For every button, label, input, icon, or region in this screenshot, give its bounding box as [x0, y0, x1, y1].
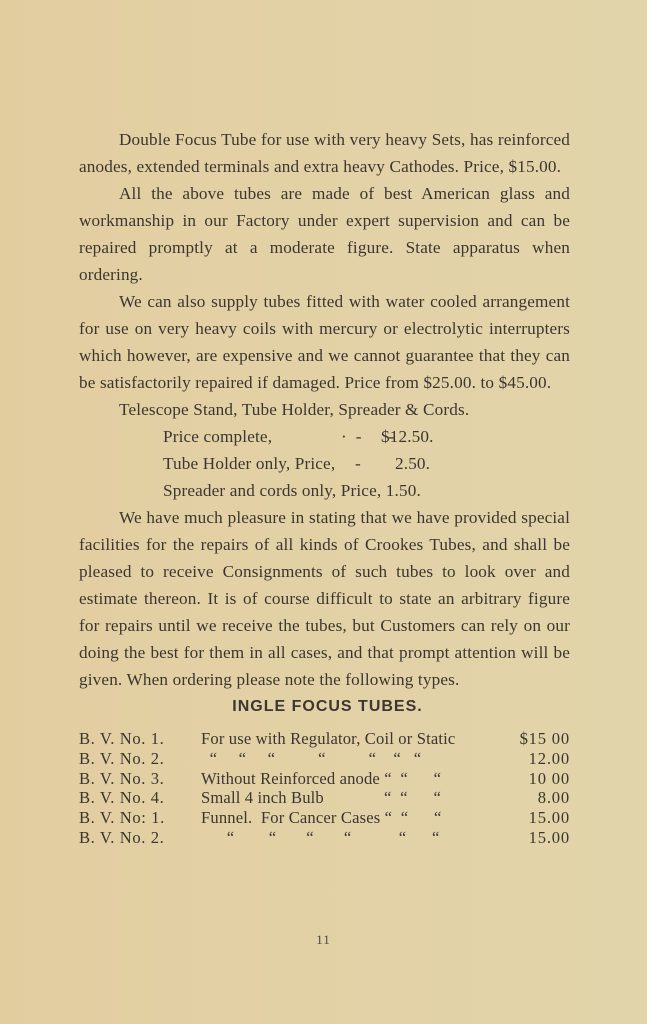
tube-row: [79, 729, 570, 749]
tube-code: B. V. No. 4.: [79, 788, 165, 808]
price-amount: $12.50.: [381, 427, 434, 446]
tube-code: B. V. No. 1.: [79, 729, 165, 748]
tube-description: Funnel. For Cancer Cases “ “ “: [201, 808, 442, 828]
tube-row: [79, 749, 570, 769]
paragraph-telescope-stand: Telescope Stand, Tube Holder, Spreader & Cords.: [119, 400, 470, 419]
tube-code: B. V. No: 1.: [79, 808, 165, 828]
price-label: Spreader and cords only, Price,: [163, 481, 382, 500]
tube-code: B. V. No. 3.: [79, 768, 165, 788]
tube-description: Without Reinforced anode “ “ “: [201, 768, 442, 788]
price-amount: 2.50.: [395, 454, 431, 473]
tube-row: [79, 788, 570, 808]
tube-price-list: [79, 729, 570, 848]
tube-description: “ “ “ “ “ “ “: [201, 748, 422, 768]
tube-price: 8.00: [537, 788, 570, 808]
price-label: Tube Holder only, Price,: [163, 454, 336, 473]
price-amount: 1.50.: [385, 481, 421, 500]
paragraph-repairs: We have much pleasure in stating that we have provided special facilities for the repairs of all kinds of Crookes Tubes, and shall be pleased to receive Consignments of such tubes to look over and estimate thereon. It is of course difficult to state an arbitrary figure for repairs until we receive the tubes, but Customers can rely on our doing the best for them in all cases, and that prompt attention will be given. When ordering please note the following types.: [79, 508, 570, 689]
tube-code: B. V. No. 2.: [79, 827, 165, 847]
tube-price: 10 00: [528, 768, 570, 788]
price-leader: · - -: [341, 427, 395, 446]
page-number: 11: [316, 932, 331, 947]
tube-description: For use with Regulator, Coil or Static: [201, 729, 456, 748]
tube-row: [79, 808, 570, 828]
tube-description: Small 4 inch Bulb “ “ “: [201, 788, 441, 808]
paragraph-double-focus-tube: Double Focus Tube for use with very heavy Sets, has reinforced anodes, extended terminals and extra heavy Cathodes. Price, $15.00.: [79, 130, 570, 176]
tube-row: [79, 769, 570, 789]
price-line-tube-holder: [79, 450, 570, 477]
tube-row: [79, 828, 570, 848]
paragraph-american-glass: All the above tubes are made of best American glass and workmanship in our Factory under expert supervision and can be repaired promptly at a moderate figure. State apparatus when ordering.: [79, 184, 570, 284]
price-line-complete: [79, 423, 570, 450]
tube-price: 15.00: [528, 827, 570, 847]
document-page: [79, 126, 570, 848]
tube-price: 12.00: [528, 748, 570, 768]
paragraph-water-cooled: We can also supply tubes fitted with water cooled arrangement for use on very heavy coils with mercury or electrolytic interrupters which however, are expensive and we cannot guarantee that they can be satisfactorily repaired if damaged. Price from $25.00. to $45.00.: [79, 292, 570, 392]
tube-price: $15 00: [519, 729, 570, 748]
price-line-spreader: [79, 477, 570, 504]
section-title: INGLE FOCUS TUBES.: [232, 698, 423, 715]
tube-description: “ “ “ “ “ “: [201, 827, 440, 847]
price-label: Price complete,: [163, 427, 273, 446]
tube-code: B. V. No. 2.: [79, 748, 165, 768]
tube-price: 15.00: [528, 808, 570, 828]
telescope-price-list: [79, 423, 570, 504]
price-leader: -: [355, 454, 361, 473]
